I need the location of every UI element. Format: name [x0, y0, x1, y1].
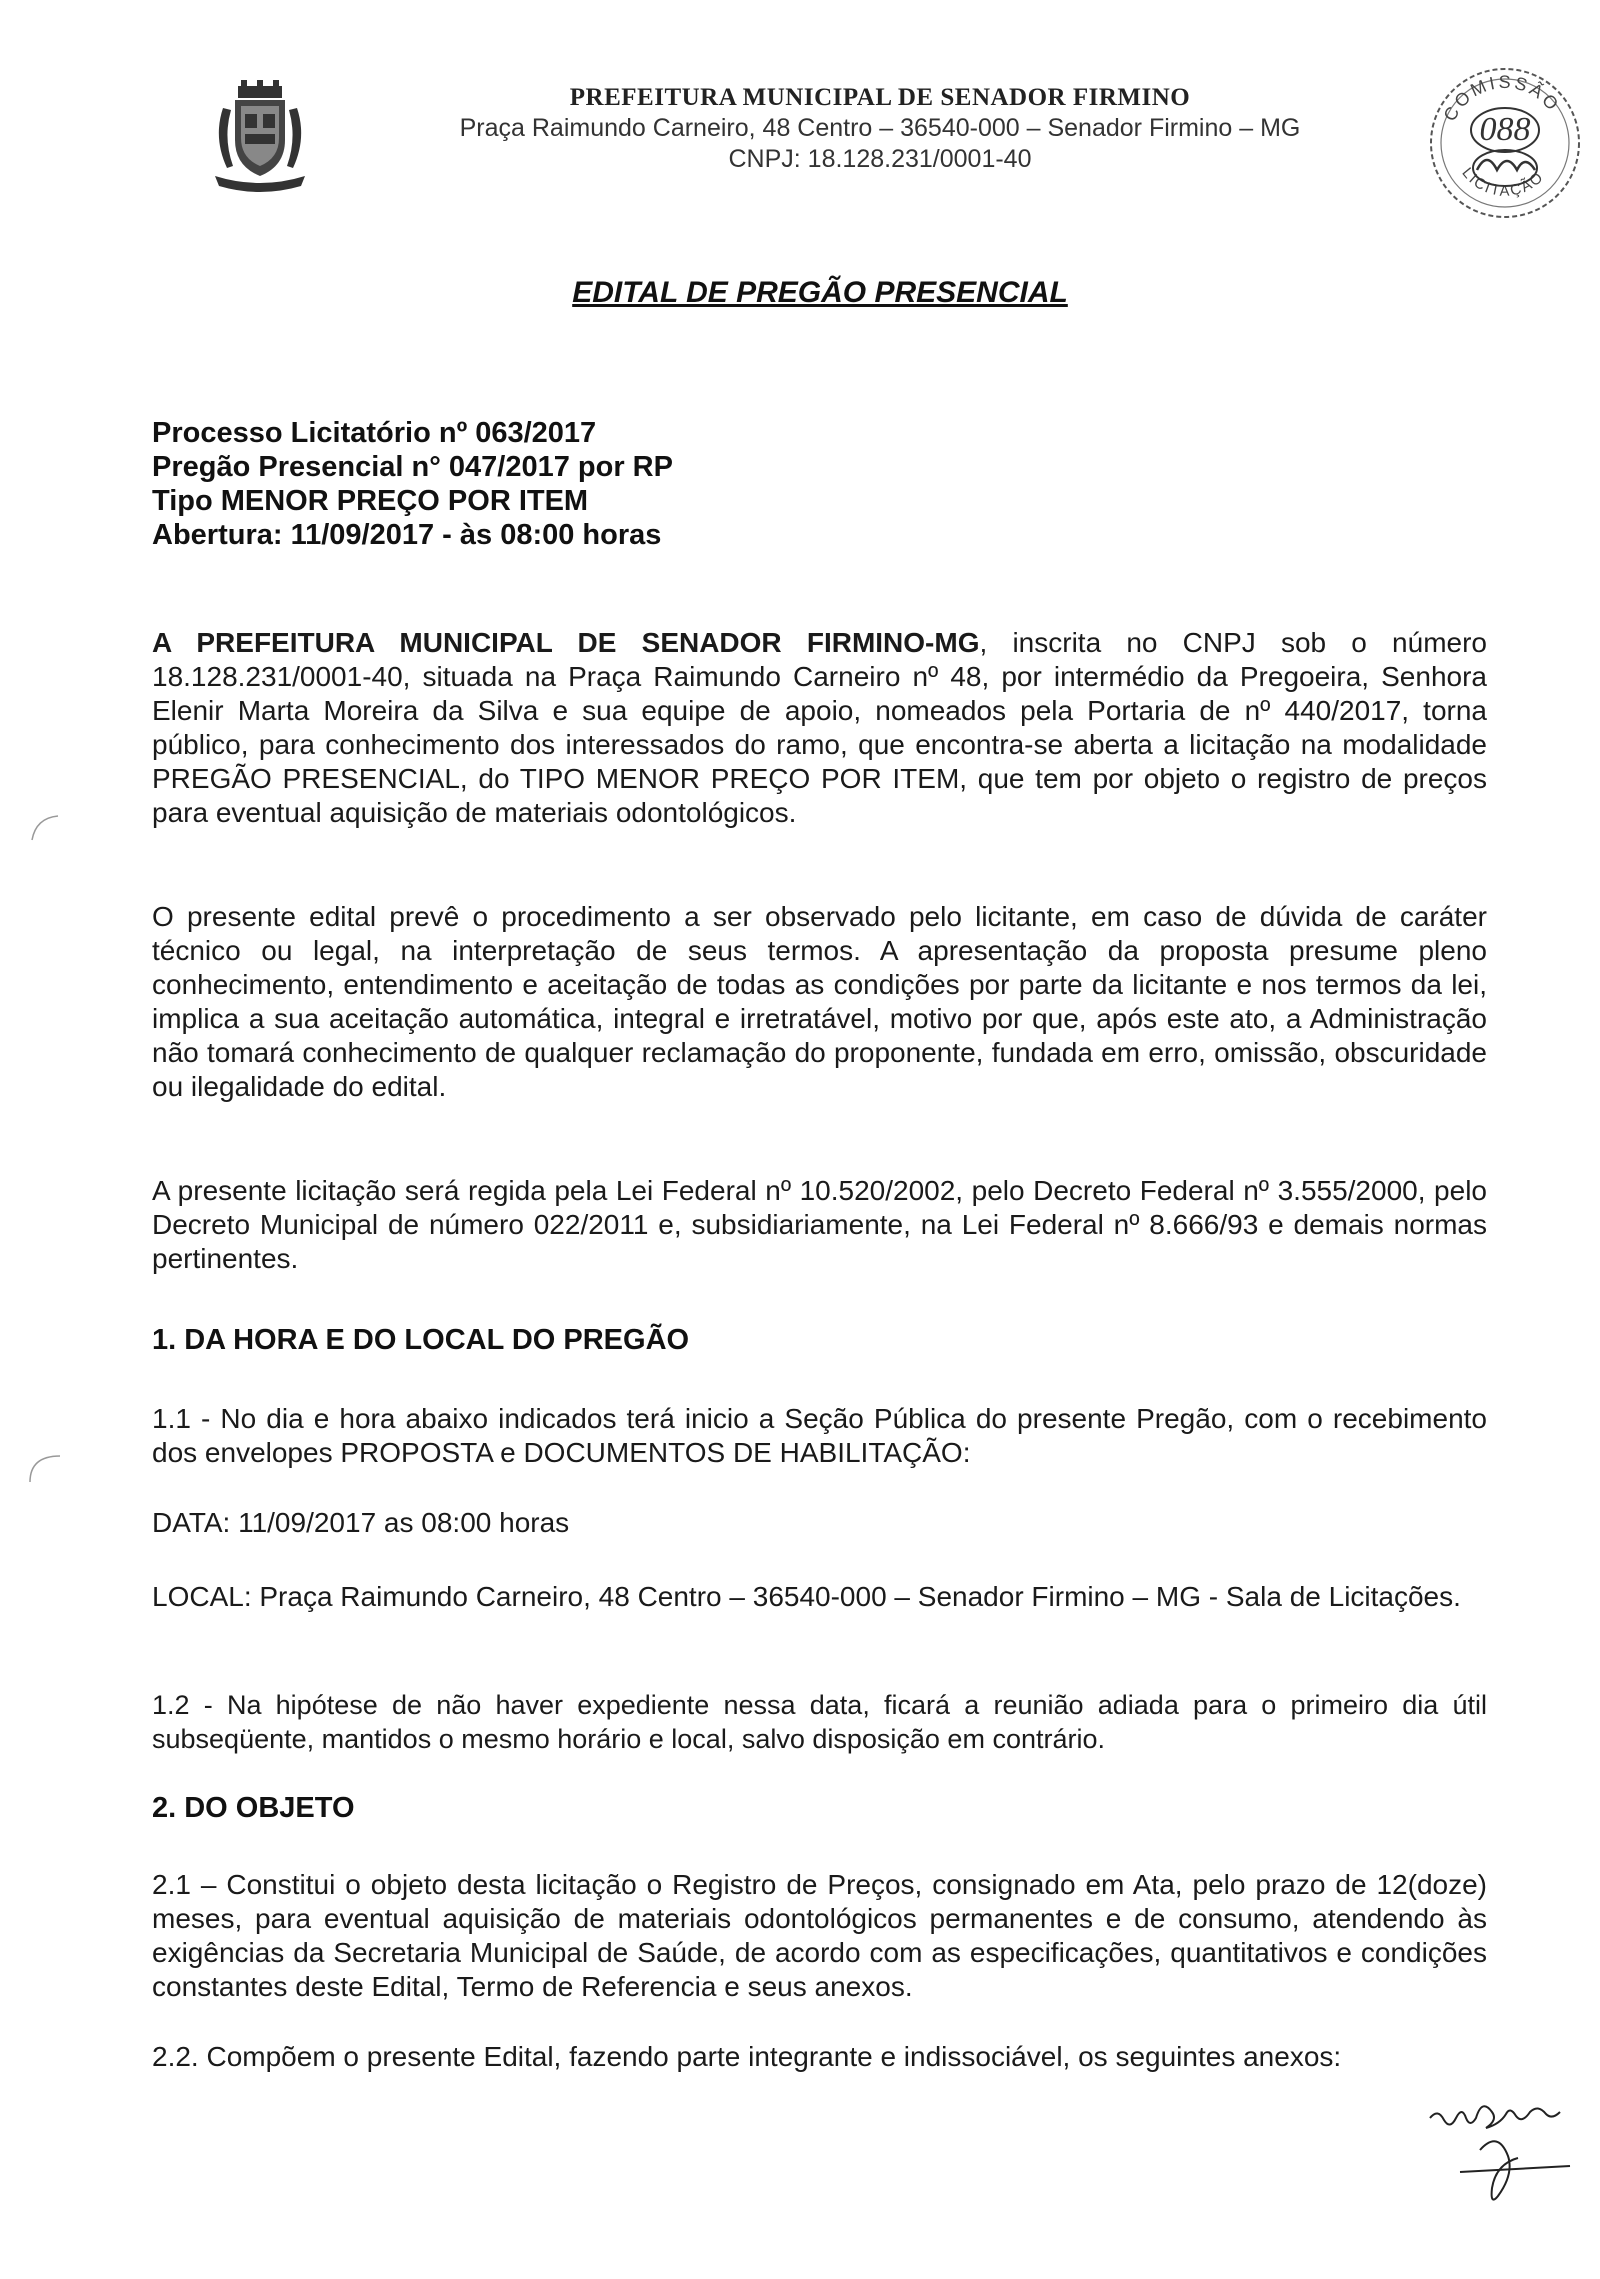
stamp-number: 088 [1479, 111, 1531, 148]
commission-stamp [1425, 58, 1585, 228]
section-1-heading: 1. DA HORA E DO LOCAL DO PREGÃO [152, 1324, 690, 1356]
item-1-1: 1.1 - No dia e hora abaixo indicados terá inicio a Seção Pública do presente Pregão, com o recebimento dos envelopes PROPOSTA e DOCUMENTOS DE HABILITAÇÃO: [152, 1403, 1487, 1468]
stamp-bottom-text: LICITAÇÃO [1458, 164, 1548, 200]
coat-of-arms-icon [205, 78, 315, 198]
item-2-1: 2.1 – Constitui o objeto desta licitação o Registro de Preços, consignado em Ata, pelo prazo de 12(doze) meses, para eventual aquisição de materiais odontológicos permanentes e de consumo, atendendo às exigências da Secretaria Municipal de Saúde, de acordo com as especificações, quantitativos e condições constantes deste Edital, Termo de Referencia e seus anexos. [152, 1869, 1487, 2002]
pregao-type: Tipo MENOR PREÇO POR ITEM [152, 485, 589, 517]
municipality-cnpj: CNPJ: 18.128.231/0001-40 [728, 145, 1032, 173]
stamp-top-text: COMISSÃO [1439, 71, 1565, 125]
session-date: DATA: 11/09/2017 as 08:00 horas [152, 1507, 570, 1538]
section-2-heading: 2. DO OBJETO [152, 1792, 355, 1824]
handwritten-signature [1420, 2080, 1590, 2230]
process-info [152, 416, 673, 552]
item-1-2: 1.2 - Na hipótese de não haver expediente nessa data, ficará a reunião adiada para o primeiro dia útil subseqüente, mantidos o mesmo horário e local, salvo disposição em contrário. [152, 1690, 1487, 1754]
procedure-paragraph: O presente edital prevê o procedimento a ser observado pelo licitante, em caso de dúvida de caráter técnico ou legal, na interpretação de seus termos. A apresentação da proposta presume pleno conhecimento, entendimento e aceitação de todas as condições por parte da licitante e nos termos da lei, implica a sua aceitação automática, integral e irretratável, motivo por que, após este ato, a Administração não tomará conhecimento de qualquer reclamação do proponente, fundada em erro, omissão, obscuridade ou ilegalidade do edital. [152, 901, 1487, 1102]
margin-mark [28, 1452, 64, 1488]
opening-date: Abertura: 11/09/2017 - às 08:00 horas [152, 519, 662, 551]
letterhead [380, 84, 1380, 174]
intro-paragraph [152, 626, 1487, 830]
pregao-number: Pregão Presencial n° 047/2017 por RP [152, 451, 673, 483]
item-2-2: 2.2. Compõem o presente Edital, fazendo parte integrante e indissociável, os seguintes anexos: [152, 2041, 1342, 2072]
legal-basis-paragraph: A presente licitação será regida pela Lei Federal nº 10.520/2002, pelo Decreto Federal nº 3.555/2000, pelo Decreto Municipal de número 022/2011 e, subsidiariamente, na Lei Federal nº 8.666/93 e demais normas pertinentes. [152, 1175, 1487, 1274]
intro-text: , inscrita no CNPJ sob o número 18.128.231/0001-40, situada na Praça Raimundo Carneiro nº 48, por intermédio da Pregoeira, Senhora Elenir Marta Moreira da Silva e sua equipe de apoio, nomeados pela Portaria de nº 440/2017, torna público, para conhecimento dos interessados do ramo, que encontra-se aberta a licitação na modalidade PREGÃO PRESENCIAL, do TIPO MENOR PREÇO POR ITEM, que tem por objeto o registro de preços para eventual aquisição de materiais odontológicos. [152, 627, 1487, 828]
intro-bold-lead: A PREFEITURA MUNICIPAL DE SENADOR FIRMINO-MG [152, 627, 980, 658]
document-title: EDITAL DE PREGÃO PRESENCIAL [572, 276, 1068, 309]
process-number: Processo Licitatório nº 063/2017 [152, 417, 597, 449]
session-location: LOCAL: Praça Raimundo Carneiro, 48 Centro – 36540-000 – Senador Firmino – MG - Sala de Licitações. [152, 1581, 1461, 1612]
municipality-title: PREFEITURA MUNICIPAL DE SENADOR FIRMINO [569, 84, 1191, 111]
municipality-address: Praça Raimundo Carneiro, 48 Centro – 36540-000 – Senador Firmino – MG [459, 114, 1301, 142]
margin-mark [30, 812, 60, 842]
